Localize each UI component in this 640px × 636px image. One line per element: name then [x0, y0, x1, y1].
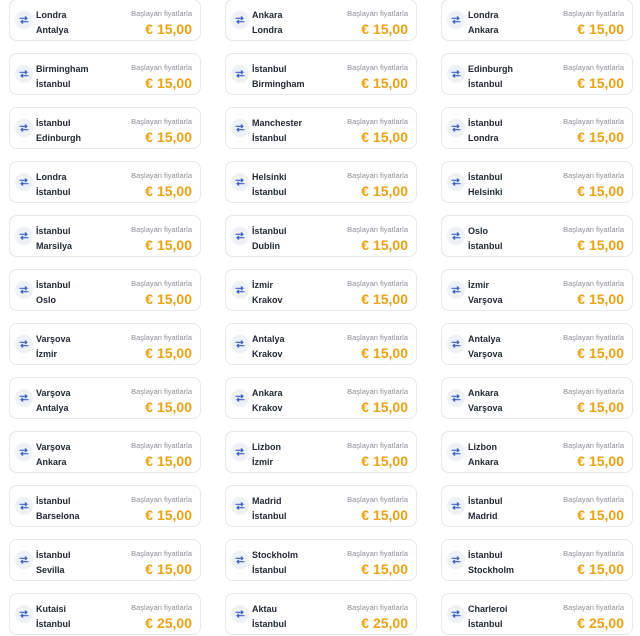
route-card[interactable]	[9, 53, 201, 95]
route-cities	[36, 8, 69, 38]
destination-city: İstanbul	[252, 511, 287, 521]
route-cities	[252, 548, 298, 578]
route-cities	[252, 170, 287, 200]
destination-city: İzmir	[252, 457, 274, 467]
price-value: € 15,00	[577, 345, 624, 361]
origin-city: Lizbon	[252, 442, 281, 452]
destination-city: Londra	[252, 25, 283, 35]
origin-city: İstanbul	[36, 226, 71, 236]
origin-city: İstanbul	[468, 496, 503, 506]
route-cities	[252, 494, 287, 524]
swap-arrows-icon	[15, 497, 33, 515]
starting-price-label: Başlayan fiyatlarla	[347, 387, 408, 396]
price-value: € 15,00	[577, 129, 624, 145]
price-value: € 25,00	[577, 615, 624, 631]
route-cities	[252, 62, 305, 92]
starting-price-label: Başlayan fiyatlarla	[347, 171, 408, 180]
swap-arrows-icon	[15, 65, 33, 83]
origin-city: Londra	[36, 172, 67, 182]
price-value: € 15,00	[145, 399, 192, 415]
swap-arrows-icon	[15, 173, 33, 191]
route-card[interactable]	[9, 107, 201, 149]
origin-city: Oslo	[468, 226, 489, 236]
route-card[interactable]	[441, 215, 633, 257]
route-card[interactable]	[441, 53, 633, 95]
destination-city: İstanbul	[36, 619, 71, 629]
starting-price-label: Başlayan fiyatlarla	[347, 495, 408, 504]
swap-arrows-icon	[15, 551, 33, 569]
origin-city: Antalya	[468, 334, 501, 344]
destination-city: Sevilla	[36, 565, 65, 575]
route-card[interactable]	[441, 377, 633, 419]
price-value: € 15,00	[577, 237, 624, 253]
route-card[interactable]	[225, 539, 417, 581]
swap-arrows-icon	[231, 497, 249, 515]
swap-arrows-icon	[447, 173, 465, 191]
price-value: € 15,00	[145, 507, 192, 523]
price-value: € 15,00	[361, 237, 408, 253]
route-card[interactable]	[225, 269, 417, 311]
starting-price-label: Başlayan fiyatlarla	[131, 117, 192, 126]
origin-city: İstanbul	[36, 280, 71, 290]
destination-city: Dublin	[252, 241, 280, 251]
route-cities	[36, 116, 81, 146]
destination-city: İzmir	[36, 349, 58, 359]
swap-arrows-icon	[15, 227, 33, 245]
origin-city: İstanbul	[252, 64, 287, 74]
swap-arrows-icon	[15, 119, 33, 137]
origin-city: Charleroi	[468, 604, 508, 614]
route-card[interactable]	[225, 53, 417, 95]
route-cities	[36, 62, 89, 92]
route-cities	[36, 602, 71, 632]
starting-price-label: Başlayan fiyatlarla	[131, 495, 192, 504]
route-card[interactable]	[225, 107, 417, 149]
route-card[interactable]	[441, 539, 633, 581]
route-cities	[468, 8, 499, 38]
price-value: € 15,00	[361, 129, 408, 145]
swap-arrows-icon	[15, 605, 33, 623]
price-value: € 15,00	[577, 75, 624, 91]
destination-city: Ankara	[468, 25, 499, 35]
destination-city: Edinburgh	[36, 133, 81, 143]
origin-city: Ankara	[468, 388, 499, 398]
price-value: € 15,00	[361, 291, 408, 307]
destination-city: Birmingham	[252, 79, 305, 89]
starting-price-label: Başlayan fiyatlarla	[563, 279, 624, 288]
route-card[interactable]	[441, 431, 633, 473]
origin-city: İstanbul	[252, 226, 287, 236]
route-cities	[468, 62, 513, 92]
starting-price-label: Başlayan fiyatlarla	[563, 441, 624, 450]
starting-price-label: Başlayan fiyatlarla	[131, 603, 192, 612]
route-card[interactable]	[225, 0, 417, 41]
price-value: € 15,00	[361, 345, 408, 361]
route-cities	[36, 386, 71, 416]
route-cities	[252, 386, 283, 416]
starting-price-label: Başlayan fiyatlarla	[131, 171, 192, 180]
swap-arrows-icon	[231, 119, 249, 137]
origin-city: Madrid	[252, 496, 282, 506]
origin-city: Ankara	[252, 10, 283, 20]
starting-price-label: Başlayan fiyatlarla	[563, 9, 624, 18]
route-cities	[468, 548, 514, 578]
origin-city: Stockholm	[252, 550, 299, 560]
origin-city: İstanbul	[468, 550, 503, 560]
route-card[interactable]	[441, 593, 633, 635]
route-card[interactable]	[441, 161, 633, 203]
starting-price-label: Başlayan fiyatlarla	[347, 549, 408, 558]
route-cities	[36, 224, 72, 254]
destination-city: İstanbul	[468, 619, 503, 629]
swap-arrows-icon	[231, 227, 249, 245]
route-card[interactable]	[441, 269, 633, 311]
price-value: € 25,00	[361, 615, 408, 631]
swap-arrows-icon	[15, 11, 33, 29]
origin-city: Aktau	[252, 604, 278, 614]
destination-city: İstanbul	[252, 133, 287, 143]
starting-price-label: Başlayan fiyatlarla	[563, 117, 624, 126]
destination-city: Ankara	[36, 457, 67, 467]
destination-city: Oslo	[36, 295, 57, 305]
route-cities	[468, 116, 503, 146]
origin-city: İzmir	[252, 280, 274, 290]
swap-arrows-icon	[231, 443, 249, 461]
starting-price-label: Başlayan fiyatlarla	[347, 279, 408, 288]
swap-arrows-icon	[231, 605, 249, 623]
starting-price-label: Başlayan fiyatlarla	[131, 441, 192, 450]
route-cities	[468, 170, 503, 200]
price-value: € 15,00	[361, 507, 408, 523]
route-card[interactable]	[225, 323, 417, 365]
swap-arrows-icon	[231, 335, 249, 353]
route-card[interactable]	[441, 0, 633, 41]
starting-price-label: Başlayan fiyatlarla	[563, 495, 624, 504]
starting-price-label: Başlayan fiyatlarla	[347, 603, 408, 612]
swap-arrows-icon	[447, 389, 465, 407]
price-value: € 15,00	[577, 399, 624, 415]
origin-city: Birmingham	[36, 64, 89, 74]
route-card[interactable]	[225, 485, 417, 527]
route-card[interactable]	[9, 485, 201, 527]
route-cities	[36, 494, 80, 524]
price-value: € 15,00	[361, 75, 408, 91]
price-value: € 15,00	[145, 453, 192, 469]
swap-arrows-icon	[15, 335, 33, 353]
destination-city: Marsilya	[36, 241, 73, 251]
route-card[interactable]	[225, 377, 417, 419]
price-value: € 15,00	[145, 291, 192, 307]
starting-price-label: Başlayan fiyatlarla	[131, 63, 192, 72]
route-cities	[252, 602, 287, 632]
route-cities	[36, 332, 71, 362]
origin-city: Varşova	[36, 442, 71, 452]
origin-city: Manchester	[252, 118, 303, 128]
route-cities	[36, 170, 71, 200]
starting-price-label: Başlayan fiyatlarla	[131, 333, 192, 342]
swap-arrows-icon	[231, 173, 249, 191]
destination-city: Helsinki	[468, 187, 503, 197]
starting-price-label: Başlayan fiyatlarla	[563, 549, 624, 558]
destination-city: Krakov	[252, 349, 283, 359]
starting-price-label: Başlayan fiyatlarla	[563, 333, 624, 342]
destination-city: İstanbul	[252, 187, 287, 197]
route-cities	[468, 332, 503, 362]
price-value: € 15,00	[577, 21, 624, 37]
route-cities	[252, 440, 281, 470]
origin-city: Lizbon	[468, 442, 497, 452]
route-card[interactable]	[441, 485, 633, 527]
route-card[interactable]	[441, 323, 633, 365]
price-value: € 15,00	[145, 345, 192, 361]
origin-city: Kutaisi	[36, 604, 67, 614]
origin-city: Londra	[468, 10, 499, 20]
route-cities	[468, 278, 503, 308]
destination-city: Madrid	[468, 511, 498, 521]
route-card[interactable]	[9, 269, 201, 311]
swap-arrows-icon	[231, 551, 249, 569]
origin-city: İstanbul	[36, 550, 71, 560]
price-value: € 15,00	[145, 183, 192, 199]
price-value: € 15,00	[577, 561, 624, 577]
origin-city: İzmir	[468, 280, 490, 290]
swap-arrows-icon	[447, 11, 465, 29]
route-card[interactable]	[9, 323, 201, 365]
origin-city: Londra	[36, 10, 67, 20]
destination-city: Ankara	[468, 457, 499, 467]
destination-city: Antalya	[36, 403, 69, 413]
swap-arrows-icon	[447, 335, 465, 353]
starting-price-label: Başlayan fiyatlarla	[563, 171, 624, 180]
starting-price-label: Başlayan fiyatlarla	[131, 549, 192, 558]
route-card[interactable]	[9, 431, 201, 473]
price-value: € 15,00	[361, 183, 408, 199]
destination-city: Londra	[468, 133, 499, 143]
origin-city: Edinburgh	[468, 64, 513, 74]
route-cities	[36, 440, 71, 470]
route-cities	[252, 224, 287, 254]
destination-city: Varşova	[468, 295, 503, 305]
destination-city: Barselona	[36, 511, 80, 521]
price-value: € 15,00	[145, 75, 192, 91]
route-card[interactable]	[9, 539, 201, 581]
price-value: € 15,00	[361, 21, 408, 37]
route-card-grid	[9, 0, 635, 635]
destination-city: İstanbul	[252, 619, 287, 629]
destination-city: Varşova	[468, 403, 503, 413]
starting-price-label: Başlayan fiyatlarla	[563, 63, 624, 72]
origin-city: İstanbul	[36, 118, 71, 128]
route-cities	[252, 278, 283, 308]
origin-city: İstanbul	[468, 118, 503, 128]
destination-city: İstanbul	[468, 79, 503, 89]
price-value: € 15,00	[361, 453, 408, 469]
origin-city: Varşova	[36, 334, 71, 344]
starting-price-label: Başlayan fiyatlarla	[563, 603, 624, 612]
price-value: € 25,00	[145, 615, 192, 631]
price-value: € 15,00	[577, 291, 624, 307]
destination-city: Stockholm	[468, 565, 515, 575]
route-card[interactable]	[9, 593, 201, 635]
route-card[interactable]	[225, 215, 417, 257]
swap-arrows-icon	[447, 281, 465, 299]
swap-arrows-icon	[231, 11, 249, 29]
price-value: € 15,00	[577, 453, 624, 469]
destination-city: Antalya	[36, 25, 69, 35]
starting-price-label: Başlayan fiyatlarla	[131, 9, 192, 18]
swap-arrows-icon	[231, 281, 249, 299]
route-cities	[252, 116, 302, 146]
destination-city: İstanbul	[468, 241, 503, 251]
price-value: € 15,00	[145, 129, 192, 145]
swap-arrows-icon	[447, 227, 465, 245]
starting-price-label: Başlayan fiyatlarla	[347, 225, 408, 234]
route-card[interactable]	[441, 107, 633, 149]
starting-price-label: Başlayan fiyatlarla	[563, 387, 624, 396]
price-value: € 15,00	[361, 561, 408, 577]
swap-arrows-icon	[447, 605, 465, 623]
swap-arrows-icon	[15, 389, 33, 407]
swap-arrows-icon	[447, 497, 465, 515]
starting-price-label: Başlayan fiyatlarla	[131, 279, 192, 288]
route-cities	[252, 8, 283, 38]
swap-arrows-icon	[447, 443, 465, 461]
destination-city: Krakov	[252, 403, 283, 413]
starting-price-label: Başlayan fiyatlarla	[131, 387, 192, 396]
destination-city: İstanbul	[36, 79, 71, 89]
starting-price-label: Başlayan fiyatlarla	[347, 63, 408, 72]
starting-price-label: Başlayan fiyatlarla	[131, 225, 192, 234]
origin-city: Ankara	[252, 388, 283, 398]
starting-price-label: Başlayan fiyatlarla	[347, 441, 408, 450]
origin-city: İstanbul	[36, 496, 71, 506]
price-value: € 15,00	[145, 21, 192, 37]
route-cities	[36, 548, 71, 578]
starting-price-label: Başlayan fiyatlarla	[563, 225, 624, 234]
route-card[interactable]	[9, 161, 201, 203]
origin-city: Varşova	[36, 388, 71, 398]
swap-arrows-icon	[231, 65, 249, 83]
route-card[interactable]	[9, 0, 201, 41]
price-value: € 15,00	[361, 399, 408, 415]
route-card[interactable]	[225, 593, 417, 635]
route-cities	[468, 224, 503, 254]
swap-arrows-icon	[231, 389, 249, 407]
starting-price-label: Başlayan fiyatlarla	[347, 117, 408, 126]
swap-arrows-icon	[15, 281, 33, 299]
swap-arrows-icon	[447, 551, 465, 569]
route-cities	[468, 440, 499, 470]
route-cities	[468, 386, 503, 416]
swap-arrows-icon	[15, 443, 33, 461]
destination-city: İstanbul	[252, 565, 287, 575]
origin-city: İstanbul	[468, 172, 503, 182]
destination-city: İstanbul	[36, 187, 71, 197]
route-cities	[468, 494, 503, 524]
route-card[interactable]	[9, 215, 201, 257]
origin-city: Helsinki	[252, 172, 287, 182]
origin-city: Antalya	[252, 334, 285, 344]
price-value: € 15,00	[145, 237, 192, 253]
price-value: € 15,00	[577, 183, 624, 199]
swap-arrows-icon	[447, 119, 465, 137]
route-cities	[468, 602, 508, 632]
route-cities	[36, 278, 71, 308]
price-value: € 15,00	[577, 507, 624, 523]
destination-city: Varşova	[468, 349, 503, 359]
route-card[interactable]	[225, 431, 417, 473]
starting-price-label: Başlayan fiyatlarla	[347, 333, 408, 342]
route-card[interactable]	[225, 161, 417, 203]
price-value: € 15,00	[145, 561, 192, 577]
route-card[interactable]	[9, 377, 201, 419]
destination-city: Krakov	[252, 295, 283, 305]
swap-arrows-icon	[447, 65, 465, 83]
route-cities	[252, 332, 285, 362]
starting-price-label: Başlayan fiyatlarla	[347, 9, 408, 18]
